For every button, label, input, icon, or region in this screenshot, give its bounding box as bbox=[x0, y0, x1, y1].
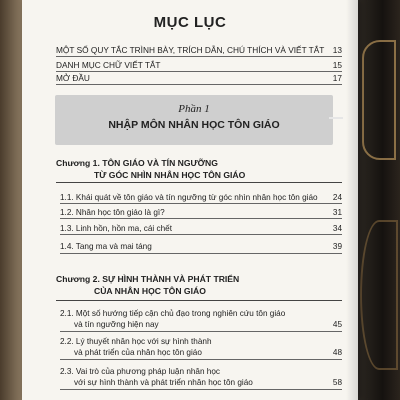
chapter-heading bbox=[56, 273, 342, 297]
toc-entry bbox=[56, 73, 342, 85]
toc-entry-label-cont: và tín ngưỡng hiện nay bbox=[74, 320, 159, 329]
toc-entry bbox=[60, 223, 342, 234]
toc-entry bbox=[56, 45, 342, 57]
chapter-title-line2: CỦA NHÂN HỌC TÔN GIÁO bbox=[94, 286, 206, 296]
chapter-rule bbox=[56, 300, 342, 301]
toc-entry-label: 2.1. Một số hướng tiếp cận chủ đạo trong nghiên cứu tôn giáo bbox=[60, 309, 286, 318]
toc-entry bbox=[56, 60, 342, 72]
toc-entry bbox=[60, 241, 342, 252]
entry-rule bbox=[60, 331, 342, 332]
page-title: MỤC LỤC bbox=[153, 14, 227, 31]
toc-entry-page: 45 bbox=[332, 320, 342, 329]
toc-entry-label: 1.2. Nhân học tôn giáo là gì? bbox=[60, 208, 165, 217]
toc-entry-label: MỘT SỐ QUY TẮC TRÌNH BÀY, TRÍCH DẪN, CHÚ THÍCH VÀ VIẾT TẮT bbox=[56, 45, 325, 55]
toc-entry-page: 13 bbox=[332, 45, 342, 55]
toc-entry-page: 58 bbox=[332, 378, 342, 387]
toc-entry-label: 2.2. Lý thuyết nhân học với sự hình thành bbox=[60, 337, 212, 346]
toc-entry bbox=[60, 207, 342, 218]
book-edge-left bbox=[0, 0, 22, 400]
toc-entry bbox=[60, 336, 342, 358]
part-label: Phần 1 bbox=[178, 103, 210, 115]
toc-entry-page: 17 bbox=[332, 73, 342, 83]
toc-entry-label: 1.1. Khái quát về tôn giáo và tín ngưỡng từ góc nhìn nhân học tôn giáo bbox=[60, 193, 318, 202]
toc-entry-label: MỞ ĐẦU bbox=[56, 73, 90, 83]
entry-rule bbox=[60, 389, 342, 390]
book-cover-right bbox=[356, 0, 400, 400]
chapter-title-line2: TỪ GÓC NHÌN NHÂN HỌC TÔN GIÁO bbox=[94, 170, 246, 180]
entry-rule bbox=[60, 234, 342, 235]
toc-entry bbox=[60, 308, 342, 330]
toc-entry-page: 15 bbox=[332, 60, 342, 70]
entry-rule bbox=[60, 218, 342, 219]
part-header bbox=[55, 95, 333, 145]
toc-entry-label: 1.3. Linh hồn, hồn ma, cái chết bbox=[60, 224, 172, 233]
entry-rule bbox=[60, 203, 342, 204]
toc-entry-page: 31 bbox=[332, 208, 342, 217]
toc-entry-page: 34 bbox=[332, 224, 342, 233]
toc-entry-page: 24 bbox=[332, 193, 342, 202]
toc-entry-label-cont: và phát triển của nhân học tôn giáo bbox=[74, 348, 202, 357]
chapter-heading bbox=[56, 157, 342, 181]
toc-entry-page: 39 bbox=[332, 242, 342, 251]
toc-entry bbox=[60, 192, 342, 203]
cover-ornament bbox=[362, 40, 396, 160]
entry-rule bbox=[60, 253, 342, 254]
chapter-title-line1: Chương 2. SỰ HÌNH THÀNH VÀ PHÁT TRIỂN bbox=[56, 274, 240, 284]
cover-swirl bbox=[360, 220, 398, 370]
toc-entry-label: 1.4. Tang ma và mai táng bbox=[60, 242, 152, 251]
toc-entry-label: DANH MỤC CHỮ VIẾT TẮT bbox=[56, 60, 161, 70]
toc-entry-page: 48 bbox=[332, 348, 342, 357]
part-title: NHẬP MÔN NHÂN HỌC TÔN GIÁO bbox=[108, 119, 280, 131]
toc-entry-label: 2.3. Vai trò của phương pháp luận nhân học bbox=[60, 367, 221, 376]
toc-entry bbox=[60, 366, 342, 388]
book-page bbox=[22, 0, 358, 400]
chapter-rule bbox=[56, 182, 342, 183]
entry-rule bbox=[60, 359, 342, 360]
toc-entry-label-cont: với sự hình thành và phát triển nhân học tôn giáo bbox=[74, 378, 253, 387]
chapter-title-line1: Chương 1. TÔN GIÁO VÀ TÍN NGƯỠNG bbox=[56, 158, 218, 168]
